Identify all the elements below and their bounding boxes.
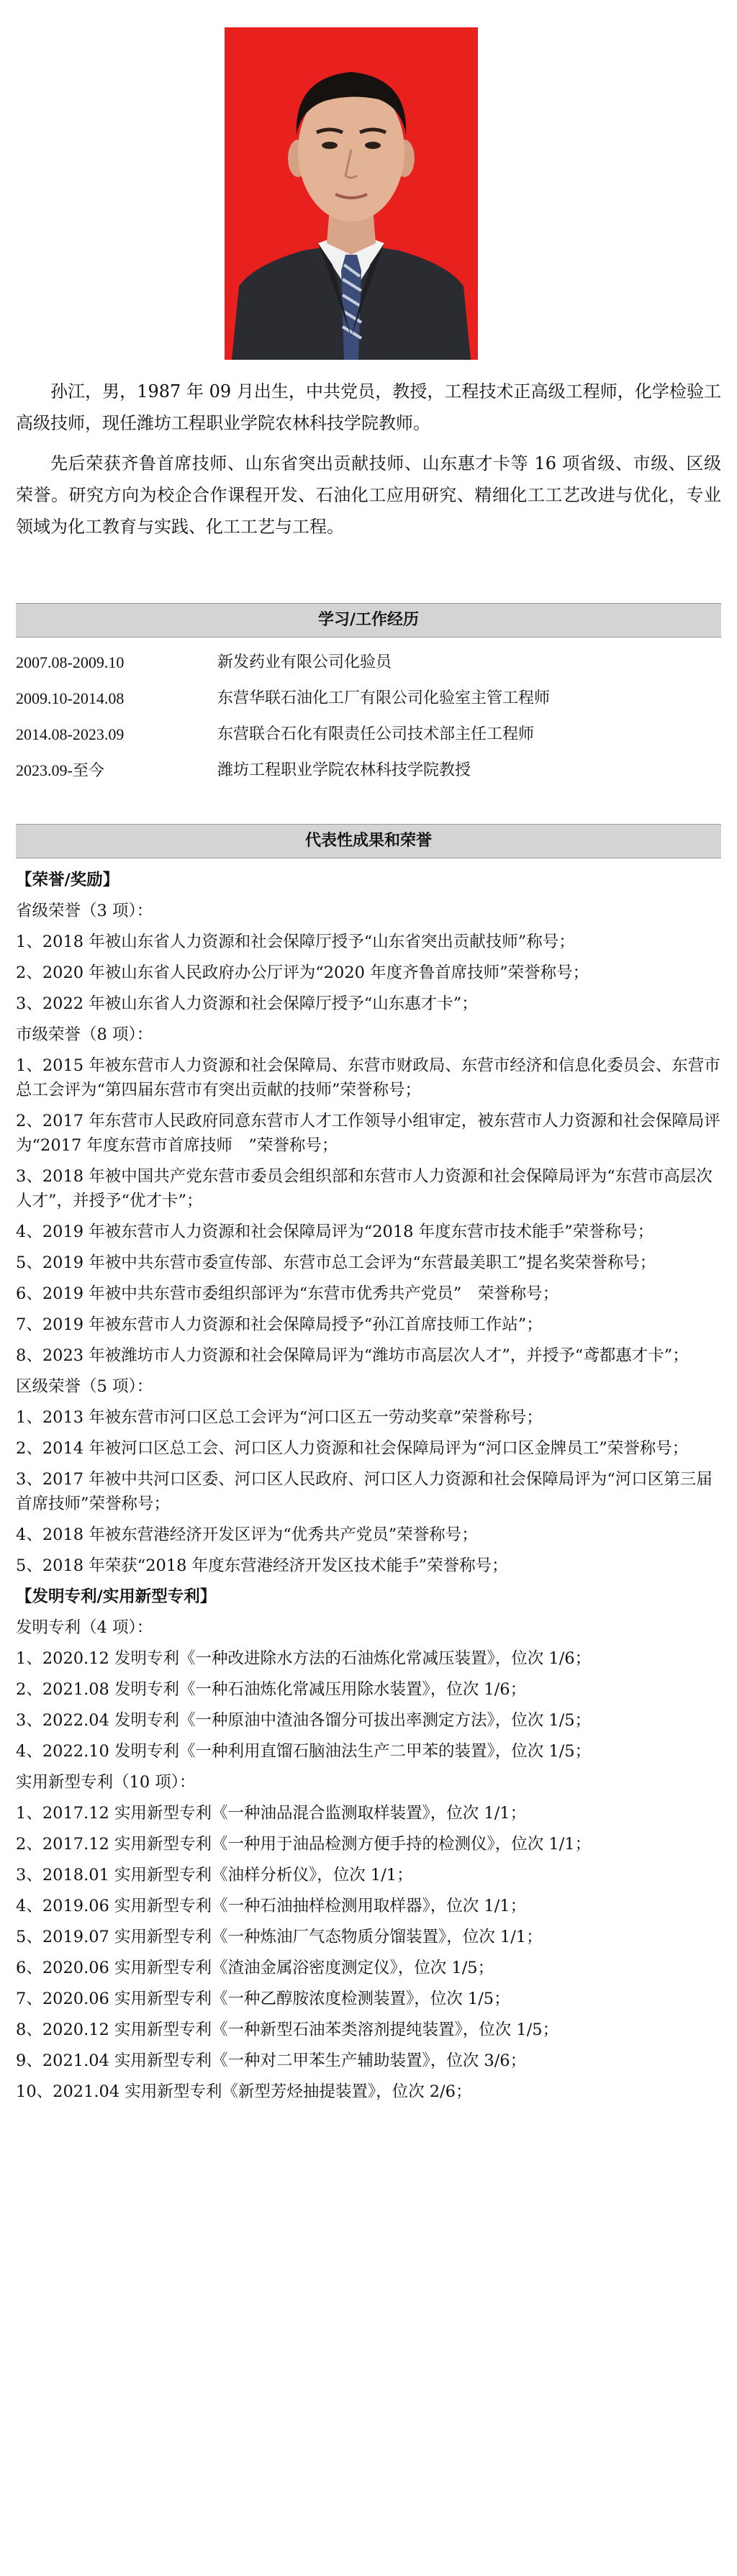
achievement-item: 2、2017.12 实用新型专利《一种用于油品检测方便手持的检测仪》，位次 1/1； — [16, 1835, 592, 1854]
timeline-period: 2009.10-2014.08 — [16, 689, 125, 707]
intro-paragraph-basic: 孙江，男，1987 年 09 月出生，中共党员，教授，工程技术正高级工程师，化学检验工高级技师，现任潍坊工程职业学院农林科技学院教师。 — [16, 381, 721, 433]
achievement-item: 5、2018 年荣获“2018 年度东营港经济开发区技术能手”荣誉称号； — [16, 1556, 508, 1575]
subcategory-heading: 区级荣誉（5 项）： — [16, 1377, 153, 1396]
timeline-description: 新发药业有限公司化验员 — [217, 653, 392, 671]
achievement-item: 8、2023 年被潍坊市人力资源和社会保障局评为“潍坊市高层次人才”，并授予“鸢都惠才卡”； — [16, 1346, 689, 1365]
intro-paragraph-honors: 先后荣获齐鲁首席技师、山东省突出贡献技师、山东惠才卡等 16 项省级、市级、区级荣誉。研究方向为校企合作课程开发、石油化工应用研究、精细化工工艺改进与优化，专业领域为化工教育与实践、化工工艺与工程。 — [16, 453, 721, 537]
profile-intro — [16, 376, 721, 551]
achievement-item: 2、2014 年被河口区总工会、河口区人力资源和社会保障局评为“河口区金牌员工”荣誉称号； — [16, 1439, 689, 1458]
achievement-item: 3、2022.04 发明专利《一种原油中渣油各馏分可拔出率测定方法》，位次 1/5； — [16, 1711, 592, 1730]
achievement-item: 6、2020.06 实用新型专利《渣油金属浴密度测定仪》，位次 1/5； — [16, 1959, 494, 1977]
category-heading: 【发明专利/实用新型专利】 — [16, 1587, 217, 1606]
subcategory-heading: 发明专利（4 项）： — [16, 1618, 153, 1637]
achievements-list — [16, 868, 721, 2110]
achievement-item: 9、2021.04 实用新型专利《一种对二甲苯生产辅助装置》，位次 3/6； — [16, 2051, 527, 2070]
timeline-period: 2014.08-2023.09 — [16, 725, 125, 743]
achievement-item: 1、2020.12 发明专利《一种改进除水方法的石油炼化常减压装置》，位次 1/6； — [16, 1649, 592, 1668]
achievement-item: 5、2019.07 实用新型专利《一种炼油厂气态物质分馏装置》，位次 1/1； — [16, 1928, 543, 1946]
achievement-item: 1、2015 年被东营市人力资源和社会保障局、东营市财政局、东营市经济和信息化委员会、东营市总工会评为“第四届东营市有突出贡献的技师”荣誉称号； — [16, 1056, 720, 1099]
achievement-item: 3、2018.01 实用新型专利《油样分析仪》，位次 1/1； — [16, 1866, 413, 1885]
subcategory-heading: 市级荣誉（8 项）： — [16, 1025, 153, 1044]
timeline-row — [16, 681, 721, 717]
category-heading: 【荣誉/奖励】 — [16, 871, 119, 889]
timeline-row — [16, 645, 721, 681]
portrait-illustration — [225, 27, 478, 360]
achievement-item: 2、2020 年被山东省人民政府办公厅评为“2020 年度齐鲁首席技师”荣誉称号； — [16, 963, 589, 982]
achievement-item: 6、2019 年被中共东营市委组织部评为“东营市优秀共产党员” 荣誉称号； — [16, 1284, 559, 1303]
experience-timeline — [16, 645, 721, 789]
achievement-item: 7、2020.06 实用新型专利《一种乙醇胺浓度检测装置》，位次 1/5； — [16, 1990, 510, 2008]
subcategory-heading: 实用新型专利（10 项）： — [16, 1773, 196, 1792]
achievement-item: 4、2018 年被东营港经济开发区评为“优秀共产党员”荣誉称号； — [16, 1525, 478, 1544]
achievement-item: 2、2021.08 发明专利《一种石油炼化常减压用除水装置》，位次 1/6； — [16, 1680, 527, 1699]
achievement-item: 2、2017 年东营市人民政府同意东营市人才工作领导小组审定，被东营市人力资源和社会保障局评为“2017 年度东营市首席技师 ”荣誉称号； — [16, 1112, 720, 1155]
timeline-row — [16, 717, 721, 753]
timeline-description: 东营联合石化有限责任公司技术部主任工程师 — [217, 725, 535, 743]
timeline-description: 东营华联石油化工厂有限公司化验室主管工程师 — [217, 689, 551, 707]
portrait-photo — [225, 27, 478, 360]
subcategory-heading: 省级荣誉（3 项）： — [16, 902, 153, 920]
achievement-item: 8、2020.12 实用新型专利《一种新型石油苯类溶剂提纯装置》，位次 1/5； — [16, 2021, 559, 2039]
achievement-item: 3、2017 年被中共河口区委、河口区人民政府、河口区人力资源和社会保障局评为“河口区第三届首席技师”荣誉称号； — [16, 1470, 713, 1513]
achievement-item: 4、2019 年被东营市人力资源和社会保障局评为“2018 年度东营市技术能手”荣誉称号； — [16, 1223, 654, 1241]
achievement-item: 7、2019 年被东营市人力资源和社会保障局授予“孙江首席技师工作站”； — [16, 1315, 543, 1334]
timeline-period: 2007.08-2009.10 — [16, 653, 125, 671]
timeline-period: 2023.09-至今 — [16, 761, 104, 779]
achievement-item: 3、2022 年被山东省人力资源和社会保障厅授予“山东惠才卡”； — [16, 994, 478, 1013]
achievements-section-header: 代表性成果和荣誉 — [16, 824, 721, 858]
timeline-description: 潍坊工程职业学院农林科技学院教授 — [217, 761, 471, 779]
experience-section-header: 学习/工作经历 — [16, 603, 721, 638]
achievement-item: 10、2021.04 实用新型专利《新型芳烃抽提装置》，位次 2/6； — [16, 2082, 472, 2101]
achievement-item: 4、2022.10 发明专利《一种利用直馏石脑油法生产二甲苯的装置》，位次 1/5； — [16, 1742, 592, 1761]
achievement-item: 4、2019.06 实用新型专利《一种石油抽样检测用取样器》，位次 1/1； — [16, 1897, 527, 1915]
achievement-item: 1、2013 年被东营市河口区总工会评为“河口区五一劳动奖章”荣誉称号； — [16, 1408, 543, 1427]
achievement-item: 1、2017.12 实用新型专利《一种油品混合监测取样装置》，位次 1/1； — [16, 1804, 527, 1823]
achievement-item: 5、2019 年被中共东营市委宣传部、东营市总工会评为“东营最美职工”提名奖荣誉称号； — [16, 1253, 656, 1272]
achievement-item: 1、2018 年被山东省人力资源和社会保障厅授予“山东省突出贡献技师”称号； — [16, 933, 575, 951]
timeline-row — [16, 753, 721, 789]
achievement-item: 3、2018 年被中国共产党东营市委员会组织部和东营市人力资源和社会保障局评为“东营市高层次人才”，并授予“优才卡”； — [16, 1167, 713, 1210]
